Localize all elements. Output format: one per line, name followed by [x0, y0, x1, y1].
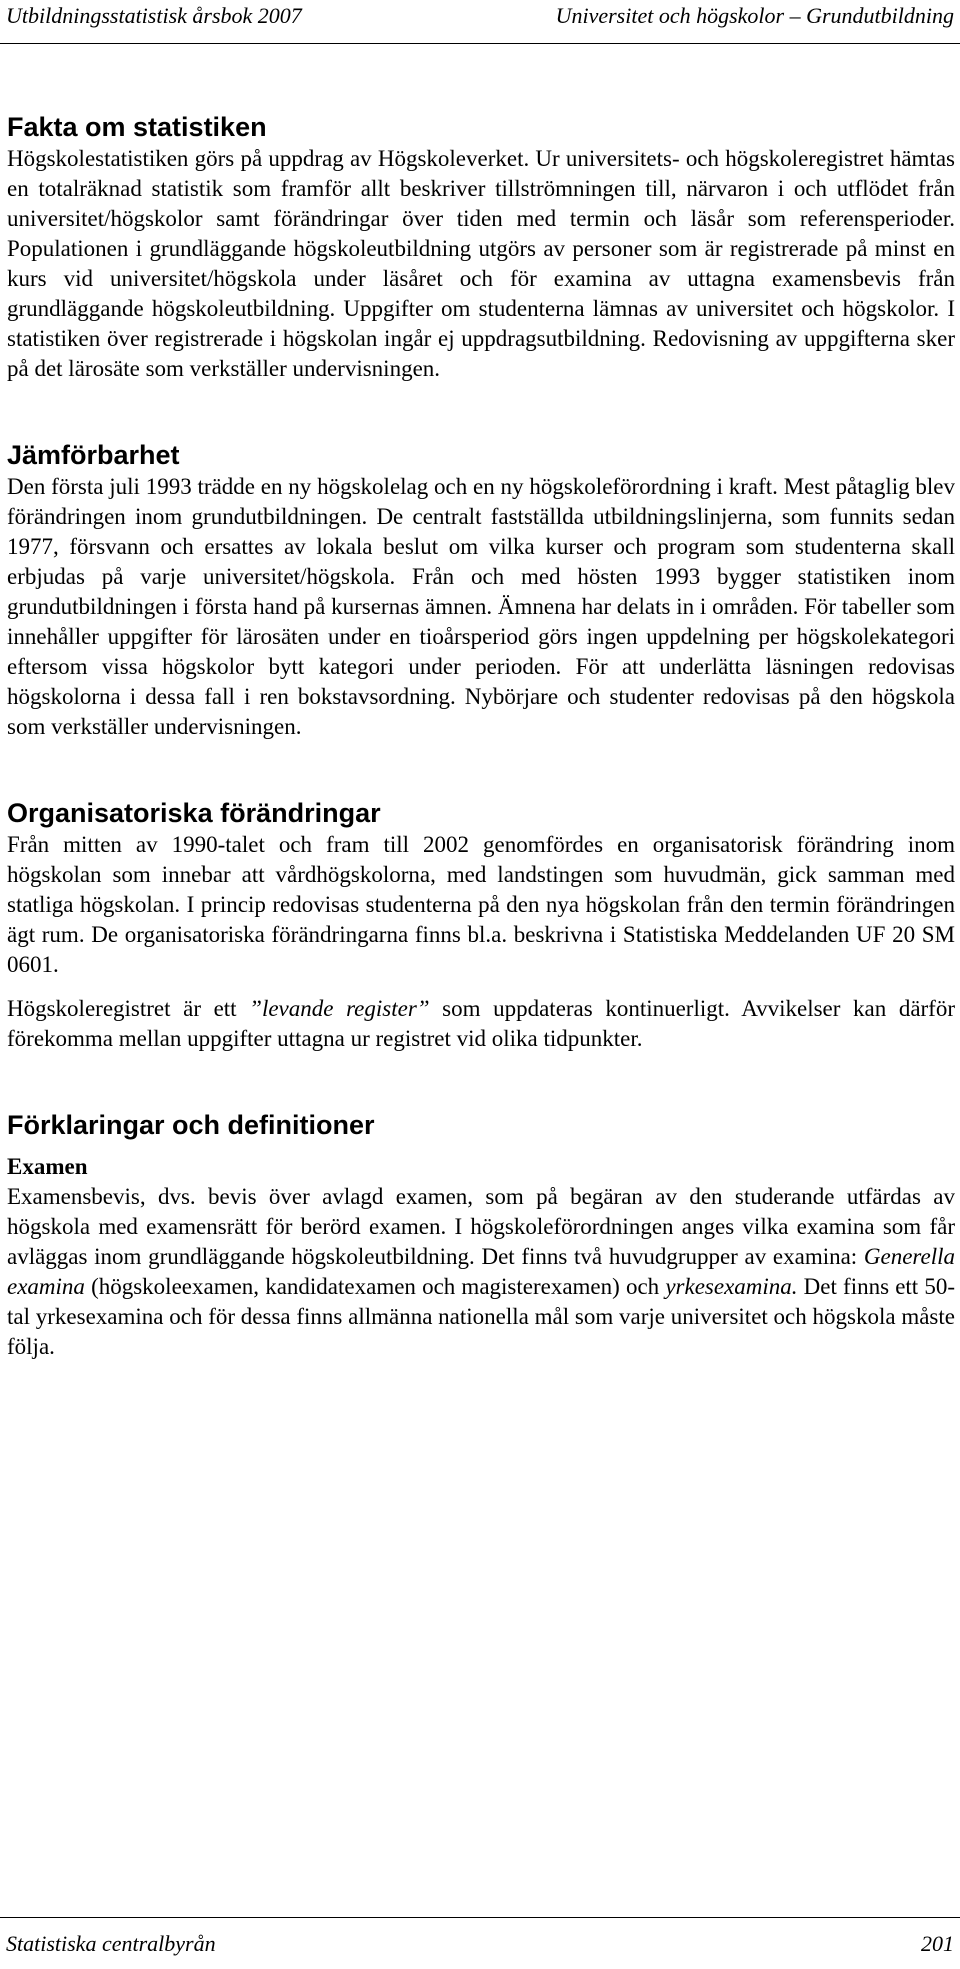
paragraph-fakta: Högskolestatistiken görs på uppdrag av Högskoleverket. Ur universitets- och högskoleregistret hämtas en totalräknad statistik som framför allt beskriver tillströmningen till, närvaron i och utflödet från universitet/högskolor samt förändringar över tiden med termin och läsår som referensperioder. Populationen i grundläggande högskoleutbildning utgörs av personer som är registrerade på minst en kurs vid universitet/högskola under läsåret och för examina av uttagna examensbevis från grundläggande högskoleutbildning. Uppgifter om studenterna lämnas av universitet och högskolor. I statistiken över registrerade i högskolan ingår ej uppdragsutbildning. Redovisning av uppgifterna sker på det lärosäte som verkställer undervisningen.	[7, 146, 955, 381]
heading-forklaringar-och-definitioner: Förklaringar och definitioner	[7, 1110, 375, 1140]
section-organisatoriska	[7, 796, 955, 1054]
term-yrkesexamina: yrkesexamina.	[665, 1274, 798, 1299]
examen-text-after: Det finns ett 50-tal yrkesexamina och för dessa finns allmänna nationella mål som varje universitet och högskola måste följa.	[7, 1274, 956, 1359]
register-text-after: som uppdateras kontinuerligt. Avvikelser kan därför förekomma mellan uppgifter uttagna ur registret vid olika tidpunkter.	[7, 996, 956, 1051]
examen-text-middle: (högskoleexamen, kandidatexamen och magisterexamen) och	[84, 1274, 666, 1299]
running-footer	[6, 1930, 954, 1958]
paragraph-jamforbarhet: Den första juli 1993 trädde en ny högskolelag och en ny högskoleförordning i kraft. Mest påtaglig blev förändringen inom grundutbildningen. De centralt fastställda utbildningslinjerna, som funnits sedan 1977, försvann och ersattes av lokala beslut om vilka kurser och program som studenterna skall erbjudas på varje universitet/högskola. Från och med hösten 1993 bygger statistiken inom grundutbildningen i första hand på kursernas ämnen. Ämnena har delats in i områden. För tabeller som innehåller uppgifter för lärosäten under en tioårsperiod görs ingen uppdelning per högskolekategori eftersom vissa högskolor bytt kategori under perioden. För att underlätta läsningen redovisas högskolorna i dessa fall i ren bokstavsordning. Nybörjare och studenter redovisas på den högskola som verkställer undervisningen.	[7, 474, 955, 739]
paragraph-examen	[7, 1182, 955, 1362]
section-fakta	[7, 110, 955, 384]
page-number: 201	[921, 1931, 954, 1956]
subheading-examen: Examen	[7, 1154, 88, 1179]
paragraph-organisatoriska-2	[7, 994, 955, 1054]
examen-text-before: Examensbevis, dvs. bevis över avlagd examen, som på begäran av den studerande utfärdas av högskola med examensrätt för berörd examen. I högskoleförordningen anges vilka examina som får avläggas inom grundläggande högskoleutbildning. Det finns två huvudgrupper av examina:	[7, 1184, 955, 1269]
running-header	[6, 2, 954, 30]
heading-fakta-om-statistiken: Fakta om statistiken	[7, 112, 267, 142]
paragraph-organisatoriska-1: Från mitten av 1990-talet och fram till 2002 genomfördes en organisatorisk förändring inom högskolan som innebar att vårdhögskolorna, med landstingen som huvudmän, gick samman med statliga högskolan. I princip redovisas studenterna på den nya högskolan från den termin förändringen ägt rum. De organisatoriska förändringarna finns bl.a. beskrivna i Statistiska Meddelanden UF 20 SM 0601.	[7, 832, 955, 977]
heading-organisatoriska-forandringar: Organisatoriska förändringar	[7, 798, 381, 828]
footer-rule	[0, 1917, 960, 1918]
header-rule	[0, 43, 960, 44]
register-text-before: Högskoleregistret är ett	[7, 996, 250, 1021]
main-content	[7, 110, 955, 1362]
section-jamforbarhet	[7, 438, 955, 742]
term-generella-examina: Generella examina	[7, 1244, 955, 1299]
header-publication-title: Utbildningsstatistisk årsbok 2007	[6, 3, 302, 28]
section-forklaringar	[7, 1108, 955, 1362]
register-term: ”levande register”	[249, 996, 430, 1021]
header-chapter-title: Universitet och högskolor – Grundutbildning	[555, 3, 954, 28]
heading-jamforbarhet: Jämförbarhet	[7, 440, 180, 470]
footer-publisher: Statistiska centralbyrån	[6, 1931, 216, 1956]
